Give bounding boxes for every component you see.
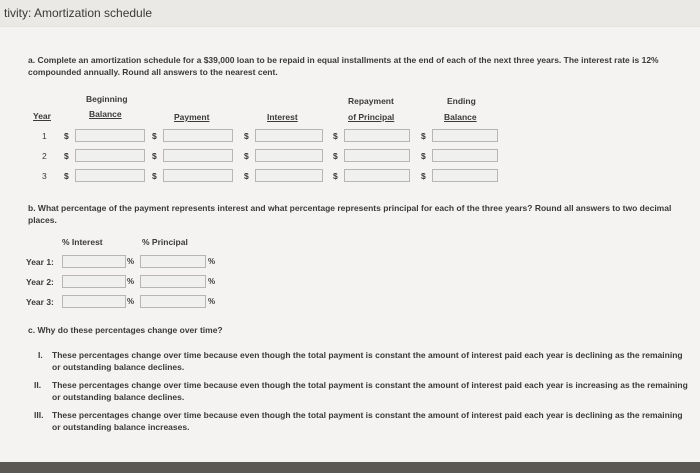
beginning-balance-input[interactable]: [75, 149, 145, 162]
question-panel: [0, 27, 700, 473]
payment-input[interactable]: [163, 169, 233, 182]
payment-input[interactable]: [163, 149, 233, 162]
currency-sign: $: [64, 171, 69, 181]
col-repayment-bottom: of Principal: [348, 112, 395, 122]
percent-sign: %: [208, 257, 216, 266]
col-percent-principal: % Principal: [142, 237, 188, 247]
col-payment: Payment: [174, 112, 210, 122]
percent-sign: %: [127, 257, 135, 266]
ending-balance-input[interactable]: [432, 149, 498, 162]
col-beginning-bottom: Balance: [89, 109, 122, 119]
option-text: These percentages change over time because even though the total payment is constant the amount of interest paid each year is increasing as the remaining or outstanding balance declines.: [52, 380, 688, 402]
option-numeral: II.: [34, 380, 42, 390]
currency-sign: $: [244, 131, 249, 141]
currency-sign: $: [333, 171, 338, 181]
col-ending-bottom: Balance: [444, 112, 477, 122]
currency-sign: $: [421, 131, 426, 141]
row-year: 2: [42, 151, 47, 161]
currency-sign: $: [244, 171, 249, 181]
activity-title-bar: [0, 0, 700, 26]
currency-sign: $: [152, 151, 157, 161]
ending-balance-input[interactable]: [432, 169, 498, 182]
year-label: Year 2:: [26, 277, 54, 287]
interest-input[interactable]: [255, 129, 323, 142]
year-label: Year 3:: [26, 297, 54, 307]
currency-sign: $: [244, 151, 249, 161]
principal-repayment-input[interactable]: [344, 169, 410, 182]
interest-input[interactable]: [255, 169, 323, 182]
activity-title: tivity: Amortization schedule: [4, 6, 153, 20]
part-b-prompt: b. What percentage of the payment represents interest and what percentage represents principal for each of the three years? Round all answers to two decimal places.: [28, 203, 672, 225]
row-year: 1: [42, 131, 47, 141]
option-numeral: III.: [34, 410, 44, 420]
percent-principal-input[interactable]: [140, 275, 206, 288]
currency-sign: $: [152, 131, 157, 141]
percent-principal-input[interactable]: [140, 295, 206, 308]
beginning-balance-input[interactable]: [75, 169, 145, 182]
principal-repayment-input[interactable]: [344, 129, 410, 142]
percent-interest-input[interactable]: [62, 295, 126, 308]
percent-interest-input[interactable]: [62, 275, 126, 288]
percent-principal-input[interactable]: [140, 255, 206, 268]
currency-sign: $: [64, 131, 69, 141]
col-ending-top: Ending: [447, 96, 476, 106]
bottom-toolbar: [0, 462, 700, 473]
year-label: Year 1:: [26, 257, 54, 267]
part-c-prompt: c. Why do these percentages change over time?: [28, 325, 223, 335]
payment-input[interactable]: [163, 129, 233, 142]
percent-sign: %: [127, 297, 135, 306]
option-text: These percentages change over time because even though the total payment is constant the amount of interest paid each year is declining as the remaining or outstanding balance declines.: [52, 350, 683, 372]
currency-sign: $: [333, 131, 338, 141]
currency-sign: $: [64, 151, 69, 161]
col-repayment-top: Repayment: [348, 96, 394, 106]
col-beginning-top: Beginning: [86, 94, 128, 104]
option-numeral: I.: [38, 350, 43, 360]
interest-input[interactable]: [255, 149, 323, 162]
principal-repayment-input[interactable]: [344, 149, 410, 162]
percent-sign: %: [208, 297, 216, 306]
percent-sign: %: [127, 277, 135, 286]
percent-sign: %: [208, 277, 216, 286]
currency-sign: $: [333, 151, 338, 161]
currency-sign: $: [421, 151, 426, 161]
row-year: 3: [42, 171, 47, 181]
percent-interest-input[interactable]: [62, 255, 126, 268]
currency-sign: $: [421, 171, 426, 181]
col-year: Year: [33, 111, 51, 121]
col-interest: Interest: [267, 112, 298, 122]
part-a-prompt: a. Complete an amortization schedule for a $39,000 loan to be repaid in equal installments at the end of each of the next three years. The interest rate is 12% compounded annually. Round all answers to the nearest cent.: [28, 55, 659, 77]
currency-sign: $: [152, 171, 157, 181]
col-percent-interest: % Interest: [62, 237, 103, 247]
ending-balance-input[interactable]: [432, 129, 498, 142]
beginning-balance-input[interactable]: [75, 129, 145, 142]
option-text: These percentages change over time because even though the total payment is constant the amount of interest paid each year is declining as the remaining or outstanding balance increases.: [52, 410, 683, 432]
